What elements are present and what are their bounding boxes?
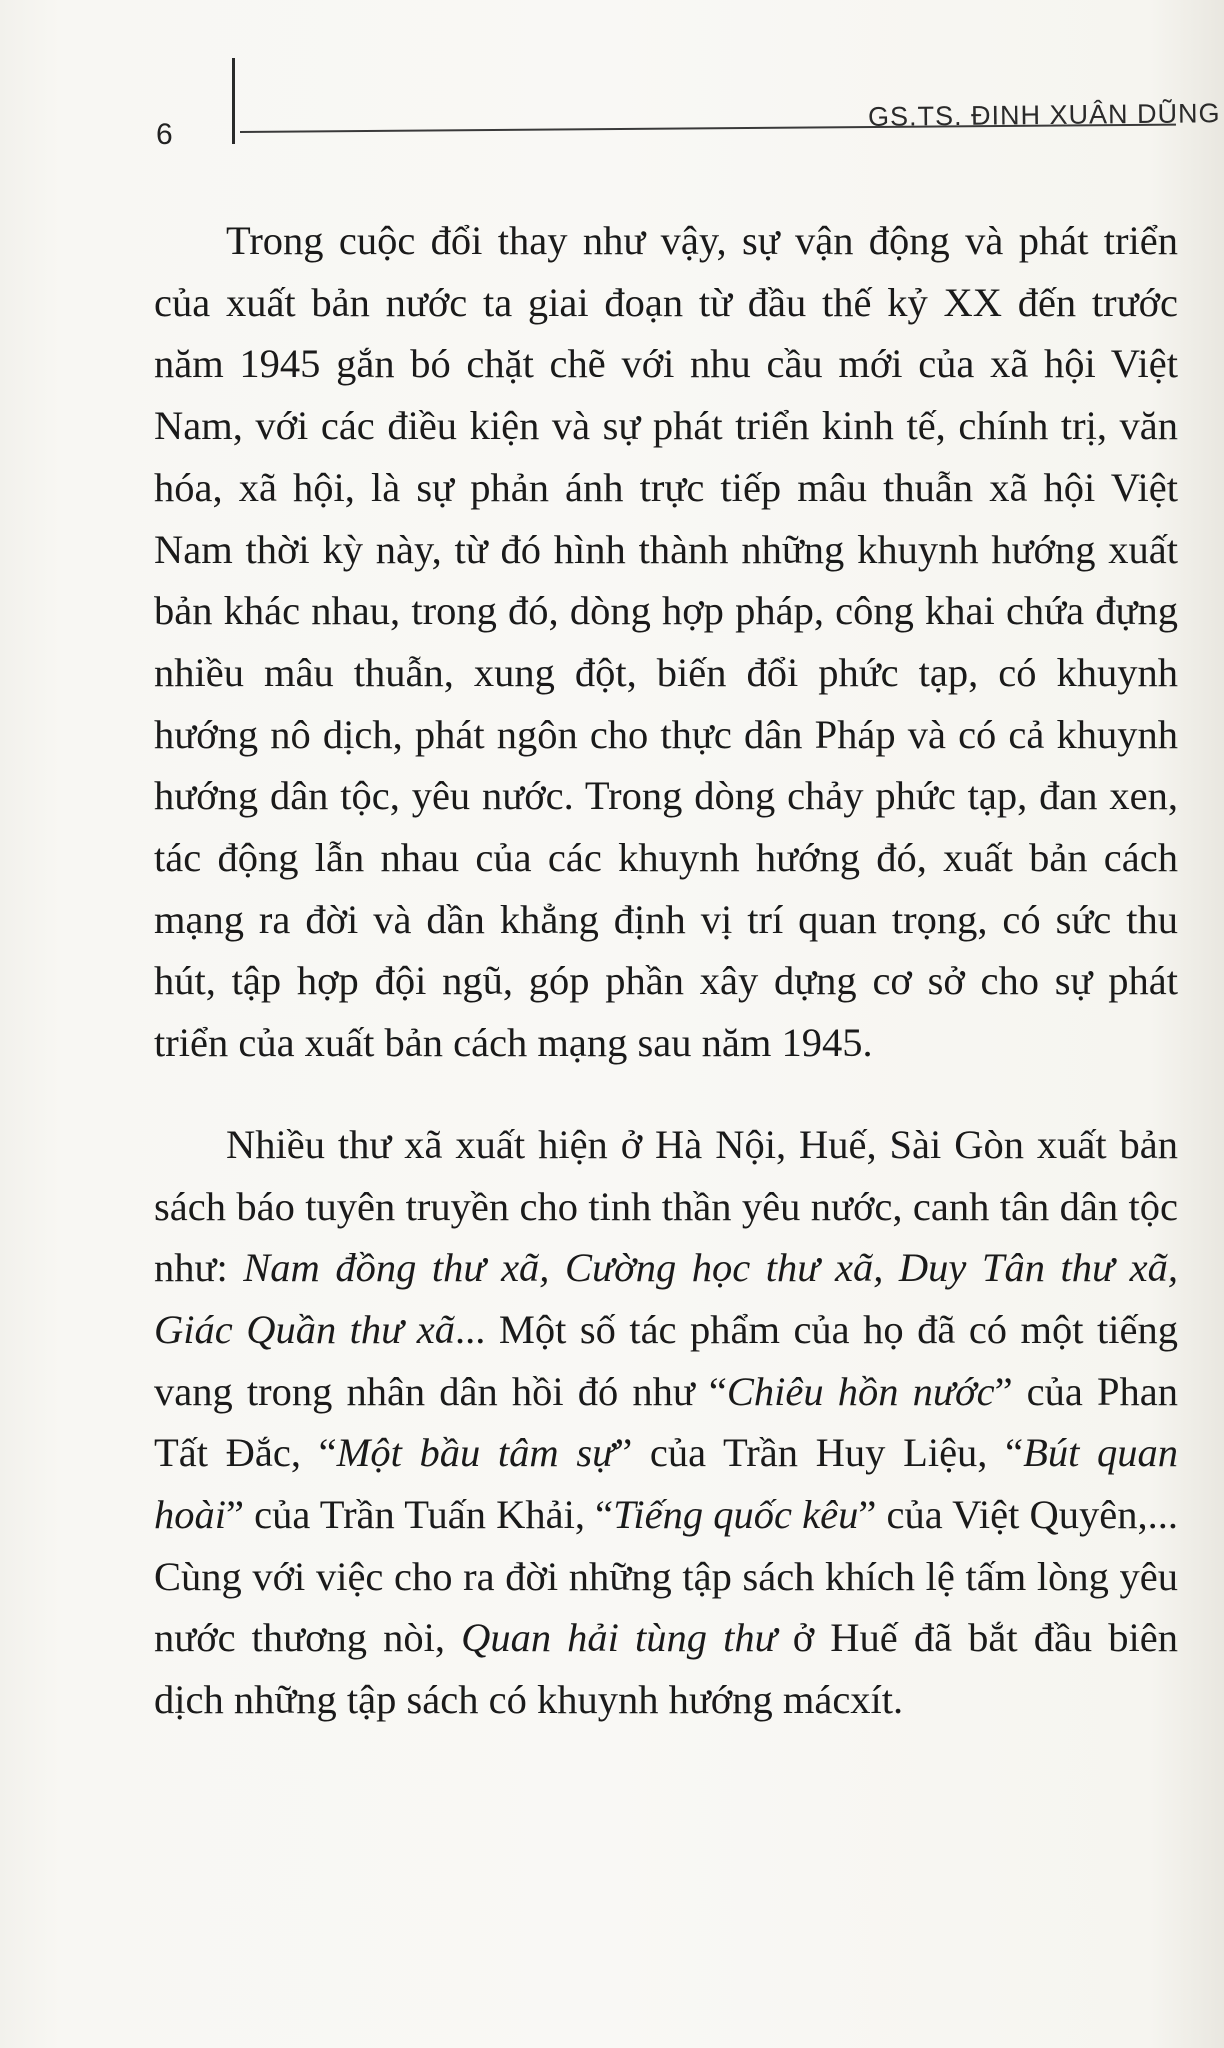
paragraph-2-text: ” của Phan Tất Đắc, “: [154, 1368, 1178, 1476]
italic-work-title: Bút quan hoài: [154, 1430, 1178, 1538]
paragraph-2-text: ... Một số tác phẩm của họ đã có một tiếng vang trong nhân dân hồi đó như “: [154, 1306, 1178, 1414]
paragraph-1-text: Trong cuộc đổi thay như vậy, sự vận động và phát triển của xuất bản nước ta giai đoạn từ đầu thế kỷ XX đến trước năm 1945 gắn bó chặt chẽ với nhu cầu mới của xã hội Việt Nam, với các điều kiện và sự phát triển kinh tế, chính trị, văn hóa, xã hội, là sự phản ánh trực tiếp mâu thuẫn xã hội Việt Nam thời kỳ này, từ đó hình thành những khuynh hướng xuất bản khác nhau, trong đó, dòng hợp pháp, công khai chứa đựng nhiều mâu thuẫn, xung đột, biến đổi phức tạp, có khuynh hướng nô dịch, phát ngôn cho thực dân Pháp và có cả khuynh hướng dân tộc, yêu nước. Trong dòng chảy phức tạp, đan xen, tác động lẫn nhau của các khuynh hướng đó, xuất bản cách mạng ra đời và dần khẳng định vị trí quan trọng, có sức thu hút, tập hợp đội ngũ, góp phần xây dựng cơ sở cho sự phát triển của xuất bản cách mạng sau năm 1945.: [154, 218, 1178, 1066]
italic-work-title: Một bầu tâm sự: [336, 1430, 615, 1476]
page-number: 6: [156, 118, 173, 151]
paragraph-1: [154, 210, 1178, 1074]
body-text: [154, 210, 1178, 1731]
running-head: GS.TS. ĐINH XUÂN DŨNG: [867, 98, 1221, 132]
binding-rule: [232, 58, 235, 144]
paragraph-2-text: ở Huế đã bắt đầu biên dịch những tập sách có khuynh hướng mácxít.: [154, 1615, 1178, 1723]
paragraph-2-text: ” của Trần Huy Liệu, “: [614, 1430, 1024, 1476]
paragraph-2: [154, 1114, 1178, 1731]
italic-work-title: Tiếng quốc kêu: [613, 1492, 859, 1538]
paragraph-2-text: ” của Trần Tuấn Khải, “: [226, 1492, 614, 1538]
paragraph-2-text: Nhiều thư xã xuất hiện ở Hà Nội, Huế, Sài Gòn xuất bản sách báo tuyên truyền cho tinh thần yêu nước, canh tân dân tộc như:: [154, 1121, 1178, 1291]
italic-publisher-name: Quan hải tùng thư: [461, 1615, 777, 1661]
paragraph-2-text: ” của Việt Quyên,... Cùng với việc cho ra đời những tập sách khích lệ tấm lòng yêu nước thương nòi,: [154, 1492, 1178, 1661]
italic-work-title: Chiêu hồn nước: [726, 1368, 995, 1414]
italic-publisher-list: Nam đồng thư xã, Cường học thư xã, Duy Tân thư xã, Giác Quần thư xã: [154, 1245, 1179, 1352]
